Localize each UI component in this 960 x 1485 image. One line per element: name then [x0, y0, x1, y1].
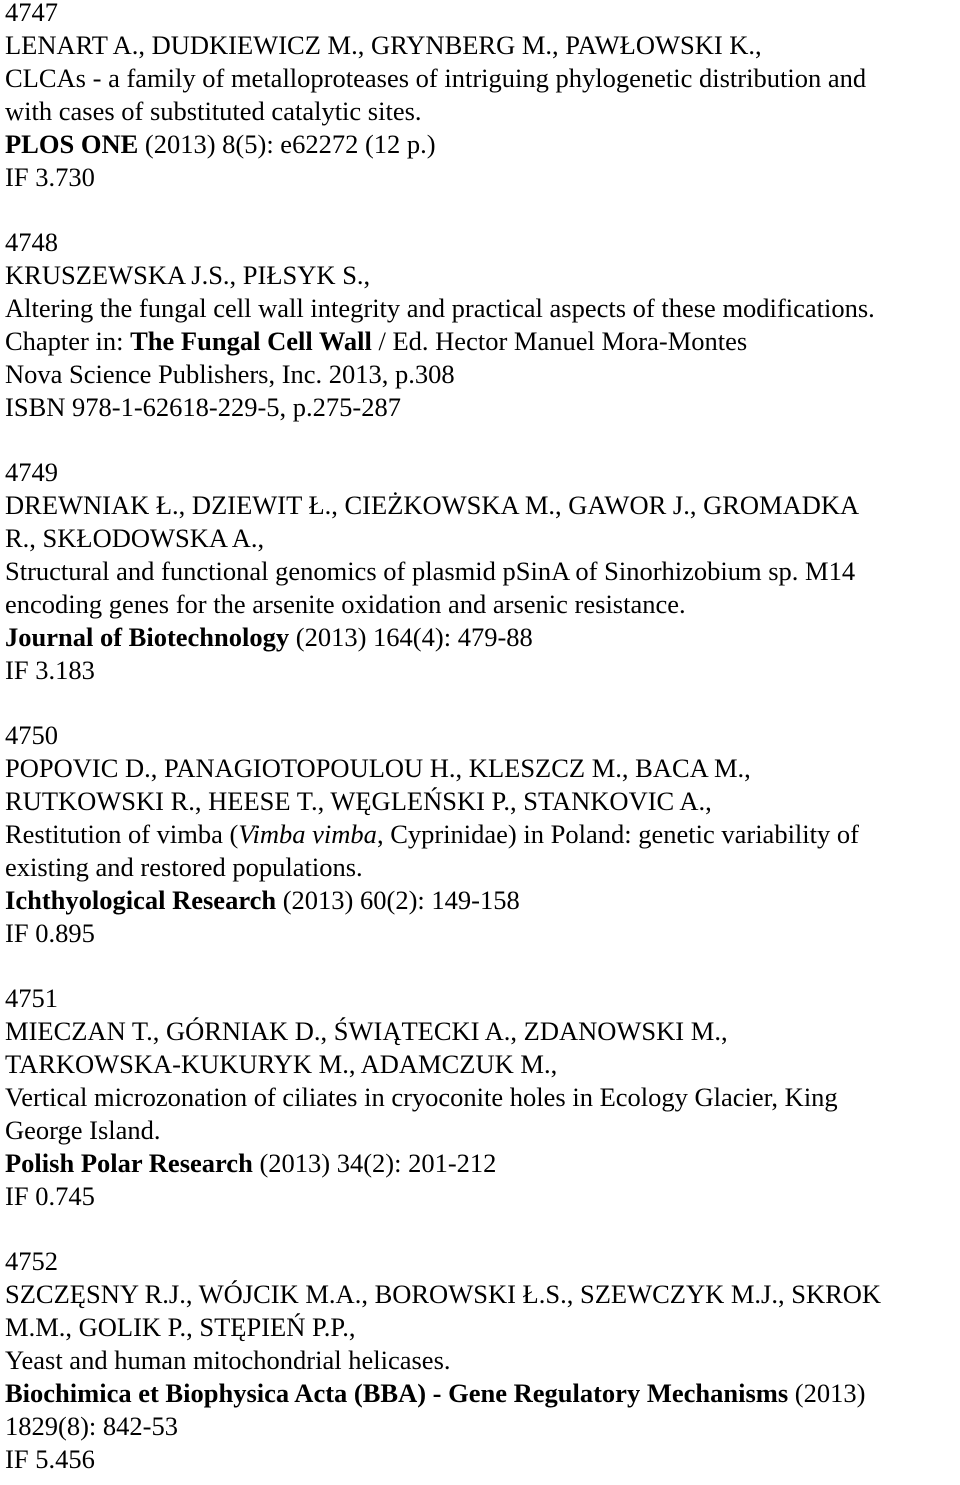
entry-number: 4747	[5, 0, 58, 27]
entry-spacer	[5, 950, 960, 982]
entry-authors: LENART A., DUDKIEWICZ M., GRYNBERG M., PAWŁOWSKI K.,	[5, 30, 762, 60]
entry-journal-line	[5, 1377, 960, 1410]
entry-authors: M.M., GOLIK P., STĘPIEŃ P.P.,	[5, 1312, 356, 1342]
journal-name: Journal of Biotechnology	[5, 622, 290, 652]
entry-title: with cases of substituted catalytic sites.	[5, 96, 422, 126]
entry-spacer	[5, 687, 960, 719]
entry-authors: RUTKOWSKI R., HEESE T., WĘGLEŃSKI P., STANKOVIC A.,	[5, 786, 712, 816]
impact-factor: IF 0.745	[5, 1181, 95, 1211]
journal-name: Polish Polar Research	[5, 1148, 253, 1178]
entry-title: existing and restored populations.	[5, 852, 363, 882]
entry-journal-line	[5, 621, 960, 654]
entry-title: Vertical microzonation of ciliates in cryoconite holes in Ecology Glacier, King	[5, 1082, 838, 1112]
entry-authors: R., SKŁODOWSKA A.,	[5, 523, 265, 553]
journal-name: PLOS ONE	[5, 129, 139, 159]
entry-title: CLCAs - a family of metalloproteases of intriguing phylogenetic distribution and	[5, 63, 867, 93]
journal-details: (2013) 8(5): e62272 (12 p.)	[138, 129, 436, 159]
entry-number: 4751	[5, 983, 58, 1013]
entry-authors: DREWNIAK Ł., DZIEWIT Ł., CIEŻKOWSKA M., GAWOR J., GROMADKA	[5, 490, 860, 520]
entry-title: Altering the fungal cell wall integrity and practical aspects of these modifications.	[5, 293, 875, 323]
journal-details: (2013) 34(2): 201-212	[252, 1148, 497, 1178]
entry-publisher: Nova Science Publishers, Inc. 2013, p.308	[5, 359, 455, 389]
entry-spacer	[5, 1213, 960, 1245]
entry-chapter-line	[5, 325, 960, 358]
entry-title: encoding genes for the arsenite oxidation and arsenic resistance.	[5, 589, 686, 619]
journal-details: (2013) 164(4): 479-88	[289, 622, 533, 652]
publication-list	[5, 0, 960, 1476]
chapter-book: The Fungal Cell Wall	[130, 326, 372, 356]
journal-name: Ichthyological Research	[5, 885, 277, 915]
entry-authors: SZCZĘSNY R.J., WÓJCIK M.A., BOROWSKI Ł.S., SZEWCZYK M.J., SKROK	[5, 1279, 882, 1309]
species-name: Vimba vimba	[238, 819, 377, 849]
entry-spacer	[5, 424, 960, 456]
impact-factor: IF 0.895	[5, 918, 95, 948]
entry-authors: POPOVIC D., PANAGIOTOPOULOU H., KLESZCZ M., BACA M.,	[5, 753, 751, 783]
journal-details: (2013)	[788, 1378, 866, 1408]
entry-title: Yeast and human mitochondrial helicases.	[5, 1345, 451, 1375]
impact-factor: IF 3.183	[5, 655, 95, 685]
entry-spacer	[5, 194, 960, 226]
entry-number: 4749	[5, 457, 58, 487]
journal-details: (2013) 60(2): 149-158	[276, 885, 520, 915]
impact-factor: IF 3.730	[5, 162, 95, 192]
journal-details-continued: 1829(8): 842-53	[5, 1411, 178, 1441]
entry-authors: MIECZAN T., GÓRNIAK D., ŚWIĄTECKI A., ZDANOWSKI M.,	[5, 1016, 728, 1046]
publication-entry	[5, 0, 960, 194]
entry-journal-line	[5, 884, 960, 917]
journal-name: Biochimica et Biophysica Acta (BBA) - Gene Regulatory Mechanisms	[5, 1378, 789, 1408]
publication-entry	[5, 226, 960, 424]
entry-authors: TARKOWSKA-KUKURYK M., ADAMCZUK M.,	[5, 1049, 558, 1079]
entry-number: 4748	[5, 227, 58, 257]
entry-title: George Island.	[5, 1115, 161, 1145]
entry-title	[5, 818, 960, 851]
impact-factor: IF 5.456	[5, 1444, 95, 1474]
entry-number: 4750	[5, 720, 58, 750]
chapter-prefix: Chapter in:	[5, 326, 131, 356]
publication-entry	[5, 982, 960, 1213]
title-part: Restitution of vimba (	[5, 819, 239, 849]
entry-number: 4752	[5, 1246, 58, 1276]
chapter-editor: / Ed. Hector Manuel Mora-Montes	[371, 326, 748, 356]
entry-journal-line	[5, 1147, 960, 1180]
publication-entry	[5, 456, 960, 687]
title-part: , Cyprinidae) in Poland: genetic variability of	[376, 819, 859, 849]
entry-journal-line	[5, 128, 960, 161]
publication-entry	[5, 719, 960, 950]
entry-title: Structural and functional genomics of plasmid pSinA of Sinorhizobium sp. M14	[5, 556, 856, 586]
entry-isbn: ISBN 978-1-62618-229-5, p.275-287	[5, 392, 401, 422]
entry-authors: KRUSZEWSKA J.S., PIŁSYK S.,	[5, 260, 371, 290]
publication-entry	[5, 1245, 960, 1476]
